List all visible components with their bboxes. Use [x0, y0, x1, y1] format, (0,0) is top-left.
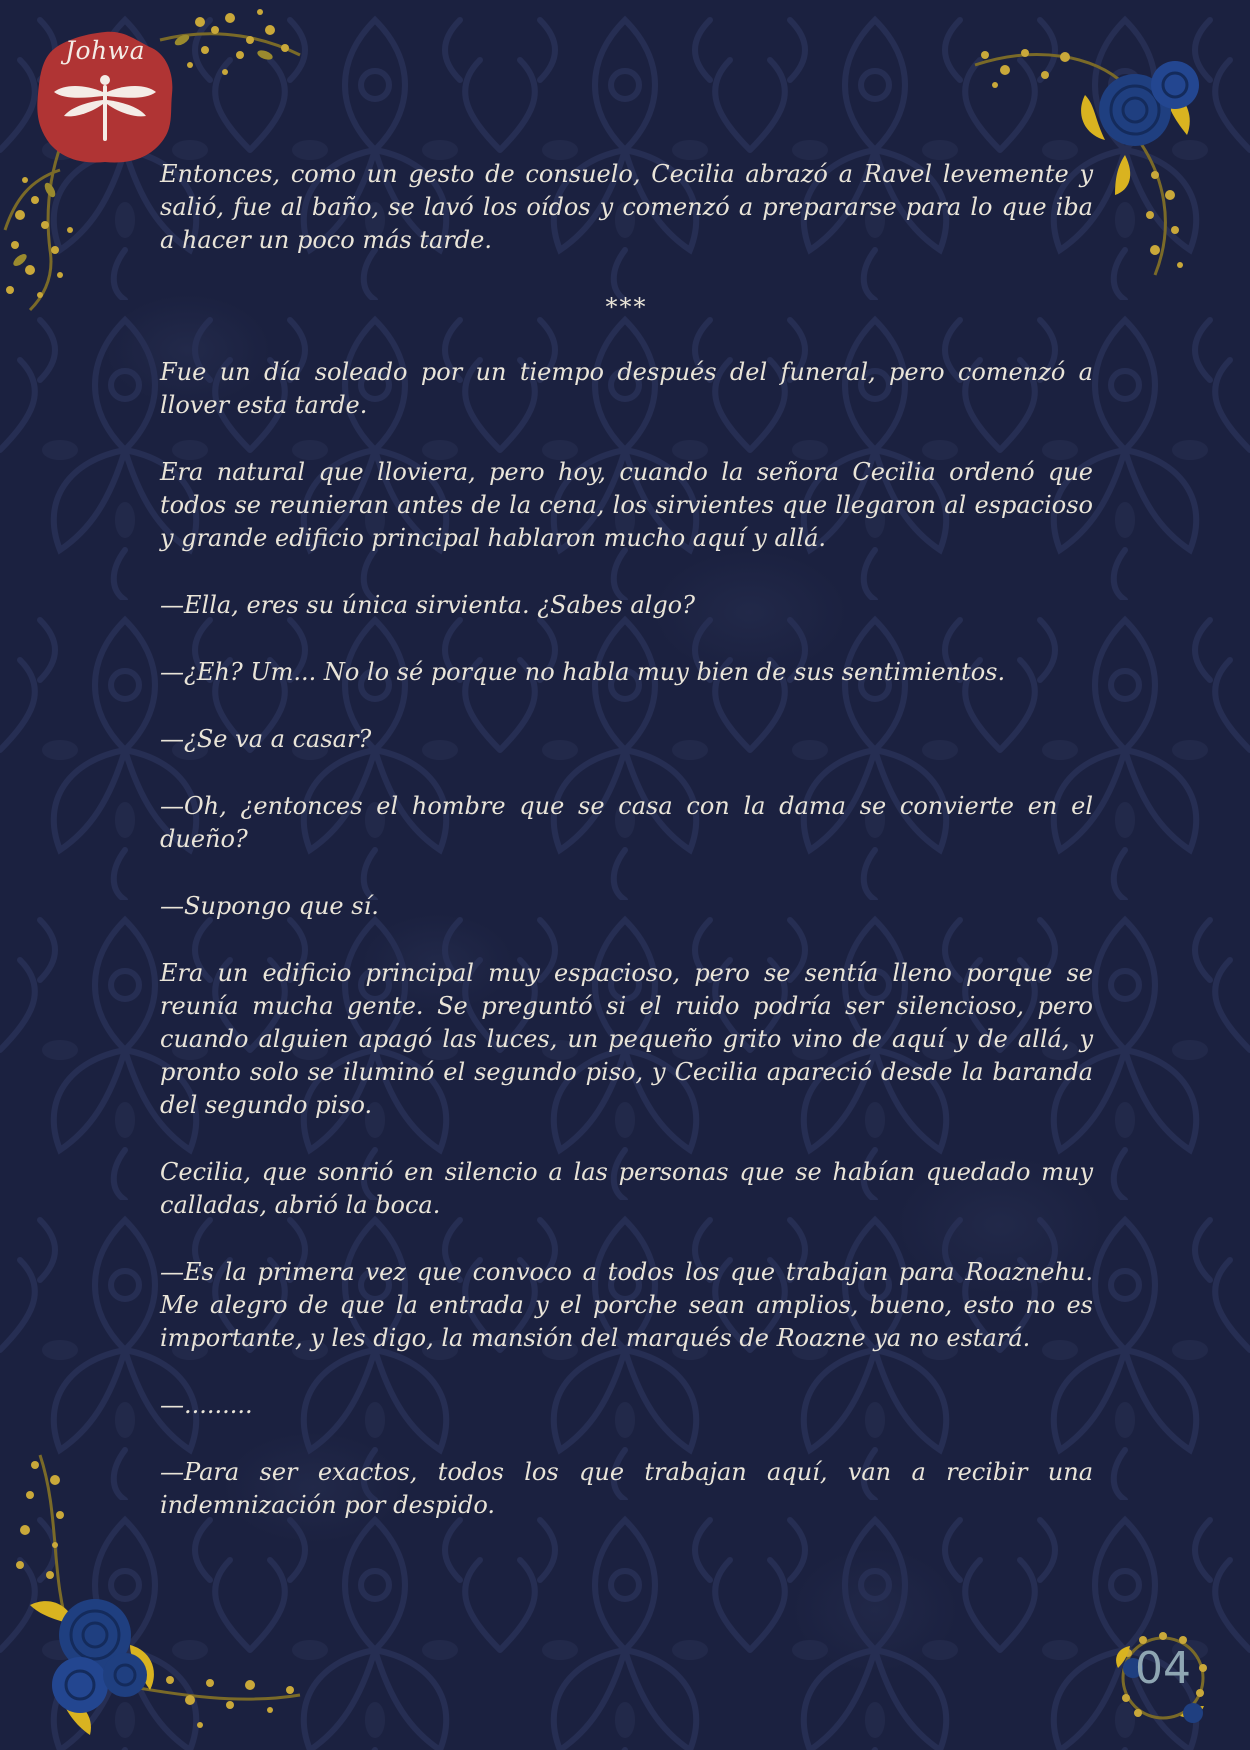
dialogue-line: —¿Eh? Um... No lo sé porque no habla muy bien de sus sentimientos.	[160, 658, 1006, 686]
dialogue-line: —.........	[160, 1391, 253, 1419]
paragraph: Fue un día soleado por un tiempo después del funeral, pero comenzó a llover esta tarde.	[160, 358, 1093, 419]
dialogue-line: —Es la primera vez que convoco a todos los que trabajan para Roaznehu. Me alegro de que la entrada y el porche sean amplios, bueno, esto no es importante, y les digo, la mansión del marqués de Roazne ya no estará.	[160, 1258, 1093, 1352]
paragraph: Cecilia, que sonrió en silencio a las personas que se habían quedado muy calladas, abrió la boca.	[160, 1158, 1093, 1219]
dialogue-line: —¿Se va a casar?	[160, 725, 372, 753]
page-number: 04	[1135, 1643, 1191, 1694]
dialogue-line: —Para ser exactos, todos los que trabajan aquí, van a recibir una indemnización por despido.	[160, 1458, 1093, 1519]
paragraph: Entonces, como un gesto de consuelo, Cecilia abrazó a Ravel levemente y salió, fue al baño, se lavó los oídos y comenzó a prepararse para lo que iba a hacer un poco más tarde.	[160, 160, 1093, 254]
paragraph: Era natural que lloviera, pero hoy, cuando la señora Cecilia ordenó que todos se reunieran antes de la cena, los sirvientes que llegaron al espacioso y grande edificio principal hablaron mucho aquí y allá.	[160, 458, 1093, 552]
paragraph: Era un edificio principal muy espacioso, pero se sentía lleno porque se reunía mucha gente. Se preguntó si el ruido podría ser silencioso, pero cuando alguien apagó las luces, un pequeño grito vino de aquí y de allá, y pronto solo se iluminó el segundo piso, y Cecilia apareció desde la baranda del segundo piso.	[160, 959, 1093, 1119]
dialogue-line: —Oh, ¿entonces el hombre que se casa con la dama se convierte en el dueño?	[160, 792, 1093, 853]
dialogue-line: —Supongo que sí.	[160, 892, 379, 920]
dialogue-line: —Ella, eres su única sirvienta. ¿Sabes algo?	[160, 591, 695, 619]
article-body	[160, 158, 1093, 1556]
scene-separator: ***	[605, 293, 648, 321]
brand-name: Johwa	[65, 36, 145, 65]
